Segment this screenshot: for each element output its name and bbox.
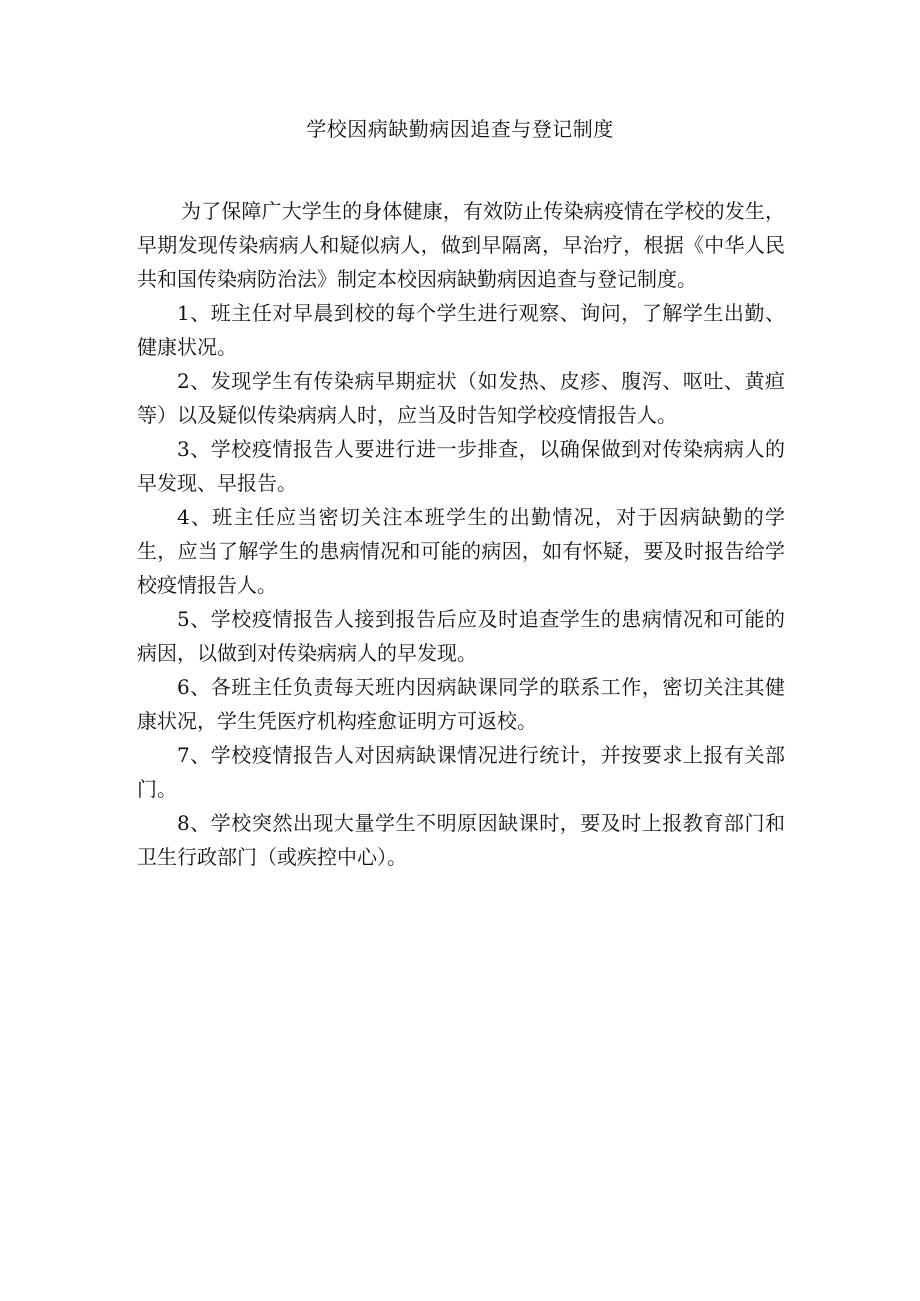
rule-item-2: 2、发现学生有传染病早期症状（如发热、皮疹、腹泻、呕吐、黄疸等）以及疑似传染病病人时，应当及时告知学校疫情报告人。 [137, 369, 785, 427]
intro-paragraph: 为了保障广大学生的身体健康，有效防止传染病疫情在学校的发生，早期发现传染病病人和疑似病人，做到早隔离，早治疗，根据《中华人民共和国传染病防治法》制定本校因病缺勤病因追查与登记制度。 [137, 199, 785, 291]
rule-item-7: 7、学校疫情报告人对因病缺课情况进行统计，并按要求上报有关部门。 [137, 743, 785, 801]
document-body [137, 194, 785, 874]
rule-item-5: 5、学校疫情报告人接到报告后应及时追查学生的患病情况和可能的病因，以做到对传染病病人的早发现。 [137, 607, 785, 665]
document-title: 学校因病缺勤病因追查与登记制度 [306, 117, 614, 141]
rule-item-1: 1、班主任对早晨到校的每个学生进行观察、询问，了解学生出勤、健康状况。 [137, 301, 785, 359]
rule-item-4: 4、班主任应当密切关注本班学生的出勤情况，对于因病缺勤的学生，应当了解学生的患病情况和可能的病因，如有怀疑，要及时报告给学校疫情报告人。 [137, 505, 785, 597]
rule-item-6: 6、各班主任负责每天班内因病缺课同学的联系工作，密切关注其健康状况，学生凭医疗机构痊愈证明方可返校。 [137, 675, 785, 733]
rule-item-3: 3、学校疫情报告人要进行进一步排查，以确保做到对传染病病人的早发现、早报告。 [137, 437, 785, 495]
rule-item-8: 8、学校突然出现大量学生不明原因缺课时，要及时上报教育部门和卫生行政部门（或疾控中心）。 [137, 811, 785, 869]
